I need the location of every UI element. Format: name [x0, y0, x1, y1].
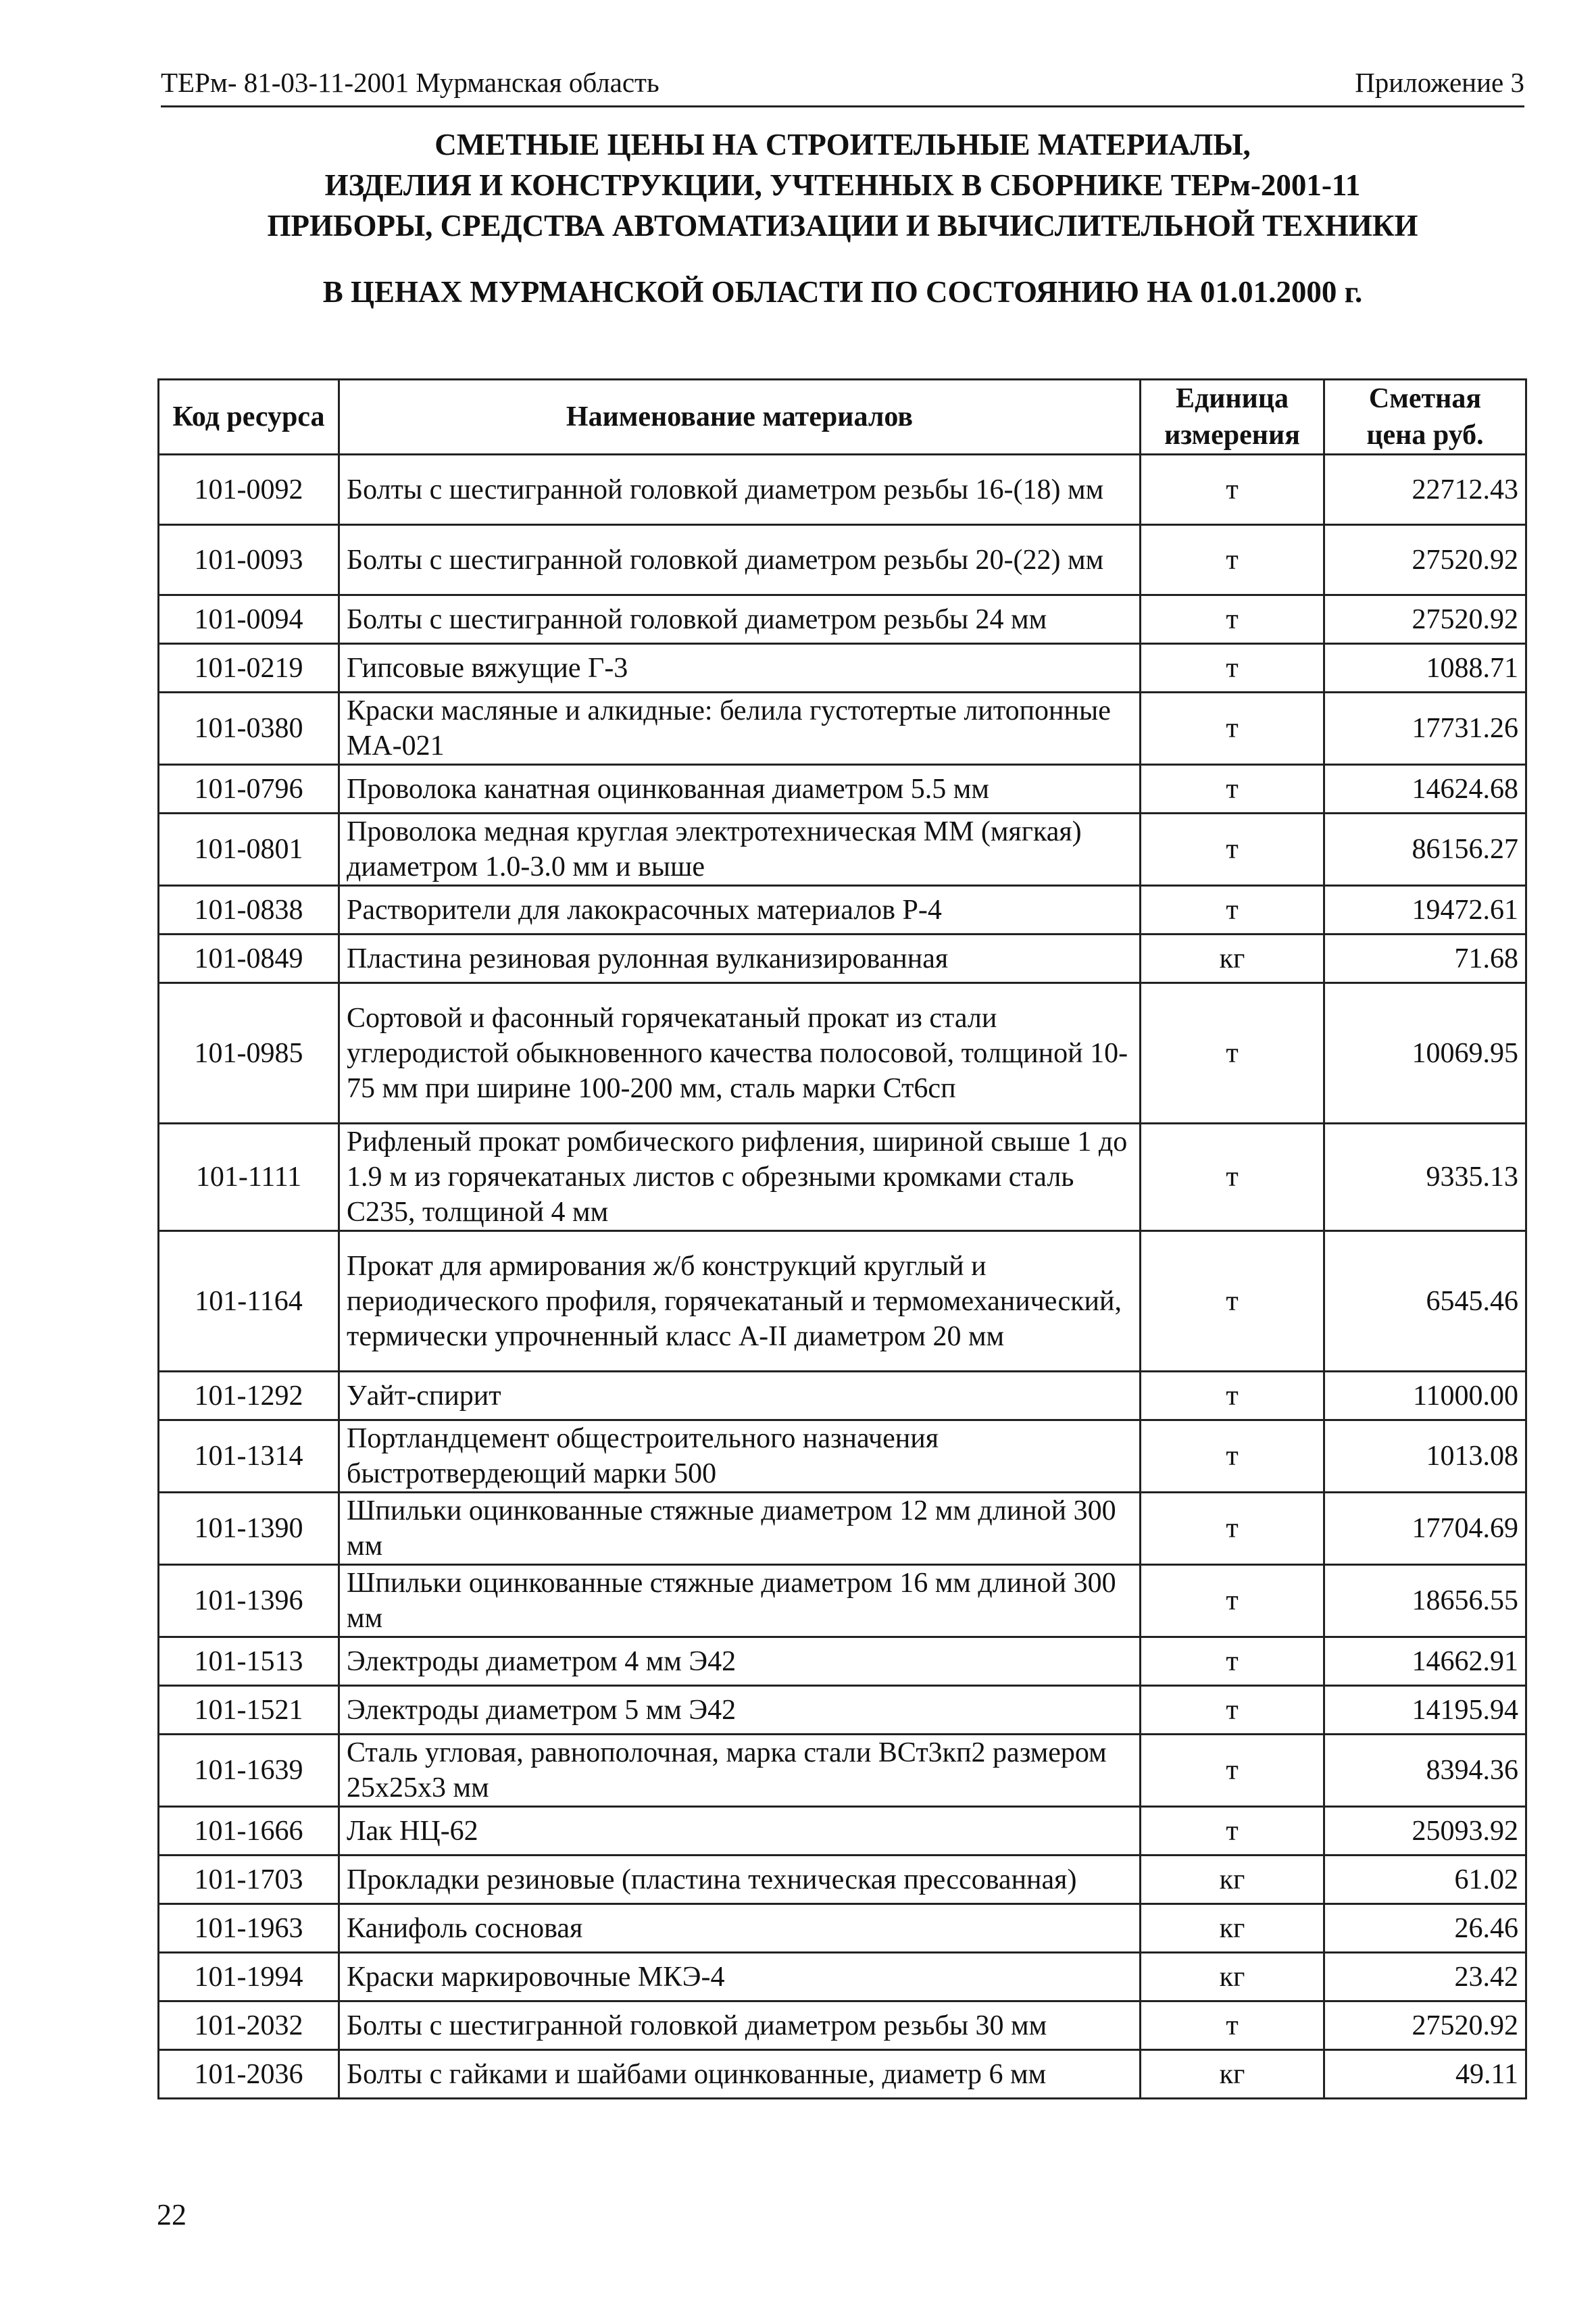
unit-cell: т	[1141, 1124, 1324, 1231]
table-row	[159, 2001, 1526, 2050]
resource-code-cell: 101-0985	[159, 983, 339, 1124]
resource-code-cell: 101-1292	[159, 1372, 339, 1420]
table-row	[159, 595, 1526, 644]
material-name-cell: Краски маркировочные МКЭ-4	[339, 1953, 1141, 2001]
column-header-price-line-2: цена руб.	[1366, 420, 1484, 451]
unit-cell: т	[1141, 886, 1324, 935]
price-cell: 61.02	[1324, 1856, 1526, 1904]
unit-cell: т	[1141, 1565, 1324, 1637]
resource-code-cell: 101-2032	[159, 2001, 339, 2050]
table-row	[159, 455, 1526, 525]
material-name-cell: Гипсовые вяжущие Г-3	[339, 644, 1141, 693]
price-cell: 19472.61	[1324, 886, 1526, 935]
title-line-2: ИЗДЕЛИЯ И КОНСТРУКЦИИ, УЧТЕННЫХ В СБОРНИКЕ ТЕРм-2001-11	[324, 168, 1361, 202]
material-name-cell: Шпильки оцинкованные стяжные диаметром 16 мм длиной 300 мм	[339, 1565, 1141, 1637]
price-cell: 14662.91	[1324, 1637, 1526, 1686]
price-cell: 25093.92	[1324, 1807, 1526, 1856]
table-row	[159, 1231, 1526, 1372]
material-name-cell: Прокладки резиновые (пластина техническая прессованная)	[339, 1856, 1141, 1904]
price-cell: 9335.13	[1324, 1124, 1526, 1231]
resource-code-cell: 101-1521	[159, 1686, 339, 1735]
material-name-cell: Сталь угловая, равнополочная, марка стали ВСт3кп2 размером 25х25х3 мм	[339, 1735, 1141, 1807]
price-cell: 11000.00	[1324, 1372, 1526, 1420]
unit-cell: т	[1141, 1637, 1324, 1686]
price-cell: 23.42	[1324, 1953, 1526, 2001]
column-header-price	[1324, 380, 1526, 455]
appendix-label: Приложение 3	[1355, 67, 1524, 98]
price-cell: 27520.92	[1324, 525, 1526, 595]
resource-code-cell: 101-1963	[159, 1904, 339, 1953]
unit-cell: т	[1141, 765, 1324, 814]
table-row	[159, 1637, 1526, 1686]
resource-code-cell: 101-1390	[159, 1493, 339, 1565]
table-row	[159, 1807, 1526, 1856]
unit-cell: т	[1141, 1420, 1324, 1493]
price-cell: 17731.26	[1324, 693, 1526, 765]
price-cell: 14624.68	[1324, 765, 1526, 814]
running-header	[161, 62, 1524, 107]
column-header-unit-line-2: измерения	[1164, 420, 1300, 451]
unit-cell: кг	[1141, 2050, 1324, 2099]
price-cell: 1013.08	[1324, 1420, 1526, 1493]
material-name-cell: Уайт-спирит	[339, 1372, 1141, 1420]
table-row	[159, 525, 1526, 595]
resource-code-cell: 101-1994	[159, 1953, 339, 2001]
unit-cell: т	[1141, 1231, 1324, 1372]
material-name-cell: Канифоль сосновая	[339, 1904, 1141, 1953]
price-cell: 1088.71	[1324, 644, 1526, 693]
document-code: ТЕРм- 81-03-11-2001 Мурманская область	[161, 67, 659, 98]
material-name-cell: Пластина резиновая рулонная вулканизированная	[339, 935, 1141, 983]
resource-code-cell: 101-0838	[159, 886, 339, 935]
price-cell: 8394.36	[1324, 1735, 1526, 1807]
unit-cell: т	[1141, 2001, 1324, 2050]
table-row	[159, 693, 1526, 765]
resource-code-cell: 101-0219	[159, 644, 339, 693]
column-header-unit	[1141, 380, 1324, 455]
page-number: 22	[157, 2198, 186, 2231]
table-row	[159, 1124, 1526, 1231]
price-cell: 17704.69	[1324, 1493, 1526, 1565]
resource-code-cell: 101-0094	[159, 595, 339, 644]
material-name-cell: Болты с гайками и шайбами оцинкованные, диаметр 6 мм	[339, 2050, 1141, 2099]
price-table	[157, 378, 1527, 2099]
resource-code-cell: 101-1639	[159, 1735, 339, 1807]
price-cell: 86156.27	[1324, 814, 1526, 886]
material-name-cell: Растворители для лакокрасочных материалов Р-4	[339, 886, 1141, 935]
table-row	[159, 886, 1526, 935]
table-row	[159, 1686, 1526, 1735]
material-name-cell: Рифленый прокат ромбического рифления, шириной свыше 1 до 1.9 м из горячекатаных листов с обрезными кромками сталь С235, толщиной 4 мм	[339, 1124, 1141, 1231]
resource-code-cell: 101-1164	[159, 1231, 339, 1372]
price-cell: 22712.43	[1324, 455, 1526, 525]
table-header-row	[159, 380, 1526, 455]
table-row	[159, 983, 1526, 1124]
resource-code-cell: 101-1513	[159, 1637, 339, 1686]
table-row	[159, 644, 1526, 693]
unit-cell: кг	[1141, 1904, 1324, 1953]
price-cell: 27520.92	[1324, 2001, 1526, 2050]
unit-cell: т	[1141, 455, 1324, 525]
resource-code-cell: 101-0796	[159, 765, 339, 814]
resource-code-cell: 101-1666	[159, 1807, 339, 1856]
material-name-cell: Проволока канатная оцинкованная диаметром 5.5 мм	[339, 765, 1141, 814]
table-row	[159, 1565, 1526, 1637]
column-header-unit-line-1: Единица	[1175, 383, 1289, 414]
table-row	[159, 1493, 1526, 1565]
material-name-cell: Сортовой и фасонный горячекатаный прокат из стали углеродистой обыкновенного качества полосовой, толщиной 10-75 мм при ширине 100-200 мм, сталь марки Ст6сп	[339, 983, 1141, 1124]
material-name-cell: Болты с шестигранной головкой диаметром резьбы 16-(18) мм	[339, 455, 1141, 525]
material-name-cell: Шпильки оцинкованные стяжные диаметром 12 мм длиной 300 мм	[339, 1493, 1141, 1565]
unit-cell: т	[1141, 983, 1324, 1124]
unit-cell: т	[1141, 814, 1324, 886]
page-title	[161, 124, 1524, 246]
table-row	[159, 1372, 1526, 1420]
material-name-cell: Электроды диаметром 4 мм Э42	[339, 1637, 1141, 1686]
unit-cell: т	[1141, 693, 1324, 765]
price-cell: 71.68	[1324, 935, 1526, 983]
table-row	[159, 1856, 1526, 1904]
page-subtitle: В ЦЕНАХ МУРМАНСКОЙ ОБЛАСТИ ПО СОСТОЯНИЮ НА 01.01.2000 г.	[322, 275, 1363, 309]
table-row	[159, 2050, 1526, 2099]
material-name-cell: Краски масляные и алкидные: белила густотертые литопонные МА-021	[339, 693, 1141, 765]
material-name-cell: Лак НЦ-62	[339, 1807, 1141, 1856]
table-row	[159, 765, 1526, 814]
title-line-1: СМЕТНЫЕ ЦЕНЫ НА СТРОИТЕЛЬНЫЕ МАТЕРИАЛЫ,	[434, 128, 1251, 161]
unit-cell: кг	[1141, 1856, 1324, 1904]
unit-cell: т	[1141, 644, 1324, 693]
unit-cell: т	[1141, 1493, 1324, 1565]
material-name-cell: Портландцемент общестроительного назначения быстротвердеющий марки 500	[339, 1420, 1141, 1493]
resource-code-cell: 101-0380	[159, 693, 339, 765]
price-cell: 27520.92	[1324, 595, 1526, 644]
unit-cell: т	[1141, 1735, 1324, 1807]
resource-code-cell: 101-1396	[159, 1565, 339, 1637]
unit-cell: т	[1141, 595, 1324, 644]
unit-cell: т	[1141, 1686, 1324, 1735]
resource-code-cell: 101-2036	[159, 2050, 339, 2099]
resource-code-cell: 101-0849	[159, 935, 339, 983]
material-name-cell: Прокат для армирования ж/б конструкций круглый и периодического профиля, горячекатаный и термомеханический, термически упрочненный класс А-II диаметром 20 мм	[339, 1231, 1141, 1372]
column-header-code: Код ресурса	[159, 380, 339, 455]
price-cell: 49.11	[1324, 2050, 1526, 2099]
unit-cell: т	[1141, 525, 1324, 595]
unit-cell: т	[1141, 1372, 1324, 1420]
material-name-cell: Болты с шестигранной головкой диаметром резьбы 20-(22) мм	[339, 525, 1141, 595]
price-cell: 14195.94	[1324, 1686, 1526, 1735]
column-header-name: Наименование материалов	[339, 380, 1141, 455]
resource-code-cell: 101-0801	[159, 814, 339, 886]
unit-cell: кг	[1141, 1953, 1324, 2001]
price-cell: 26.46	[1324, 1904, 1526, 1953]
resource-code-cell: 101-1111	[159, 1124, 339, 1231]
material-name-cell: Болты с шестигранной головкой диаметром резьбы 30 мм	[339, 2001, 1141, 2050]
table-row	[159, 935, 1526, 983]
material-name-cell: Болты с шестигранной головкой диаметром резьбы 24 мм	[339, 595, 1141, 644]
resource-code-cell: 101-0092	[159, 455, 339, 525]
unit-cell: т	[1141, 1807, 1324, 1856]
table-row	[159, 1904, 1526, 1953]
table-row	[159, 1420, 1526, 1493]
table-row	[159, 1953, 1526, 2001]
material-name-cell: Проволока медная круглая электротехническая ММ (мягкая) диаметром 1.0-3.0 мм и выше	[339, 814, 1141, 886]
table-row	[159, 1735, 1526, 1807]
resource-code-cell: 101-1703	[159, 1856, 339, 1904]
title-line-3: ПРИБОРЫ, СРЕДСТВА АВТОМАТИЗАЦИИ И ВЫЧИСЛИТЕЛЬНОЙ ТЕХНИКИ	[267, 209, 1418, 243]
price-cell: 18656.55	[1324, 1565, 1526, 1637]
price-cell: 6545.46	[1324, 1231, 1526, 1372]
resource-code-cell: 101-1314	[159, 1420, 339, 1493]
unit-cell: кг	[1141, 935, 1324, 983]
price-cell: 10069.95	[1324, 983, 1526, 1124]
resource-code-cell: 101-0093	[159, 525, 339, 595]
column-header-price-line-1: Сметная	[1368, 383, 1482, 414]
table-row	[159, 814, 1526, 886]
material-name-cell: Электроды диаметром 5 мм Э42	[339, 1686, 1141, 1735]
